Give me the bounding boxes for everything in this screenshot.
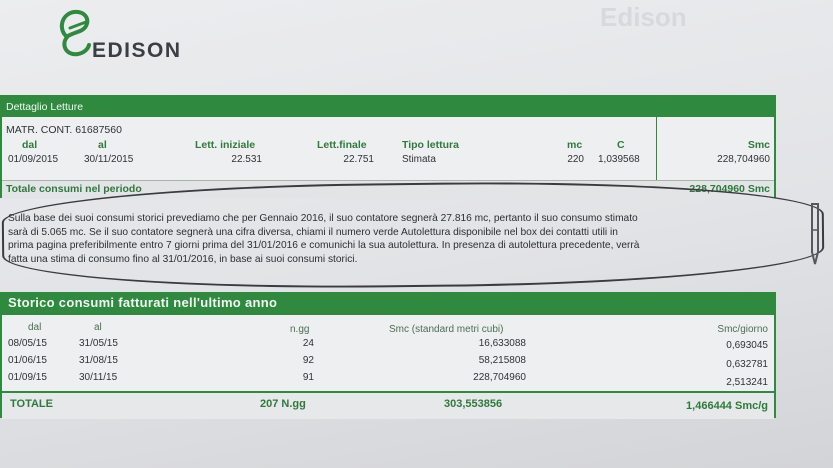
header-dal: dal bbox=[28, 322, 42, 333]
cell-dal: 01/06/15 bbox=[8, 355, 47, 366]
cell-smc: 16,633088 bbox=[478, 338, 526, 349]
edison-e-mark-icon bbox=[56, 8, 96, 60]
totale-ngg: 207 N.gg bbox=[260, 398, 306, 410]
totale-consumi-value: 228,704960 Smc bbox=[689, 183, 770, 195]
header-tipo-lettura: Tipo lettura bbox=[402, 139, 459, 151]
header-smc-giorno: Smc/giorno bbox=[717, 324, 768, 335]
storico-consumi-title: Storico consumi fatturati nell'ultimo anno bbox=[2, 292, 774, 315]
header-lett-iniziale: Lett. iniziale bbox=[195, 139, 256, 151]
cell-smc: 58,215808 bbox=[478, 355, 526, 366]
pen-marker-icon bbox=[804, 200, 824, 270]
cell-ngg: 24 bbox=[302, 338, 314, 349]
header-ngg: n.gg bbox=[290, 324, 310, 335]
header-smc: Smc (standard metri cubi) bbox=[389, 324, 504, 335]
cell-smc: 228,704960 bbox=[473, 372, 526, 383]
cell-smc-giorno: 0,693045 bbox=[726, 340, 768, 351]
background-ghost-text: Edison bbox=[600, 2, 687, 32]
row-c: 1,039568 bbox=[598, 154, 640, 165]
row-lett-finale: 22.751 bbox=[343, 154, 374, 165]
cell-dal: 01/09/15 bbox=[8, 372, 47, 383]
header-c: C bbox=[617, 139, 625, 151]
note-line: Sulla base dei suoi consumi storici prevediamo che per Gennaio 2016, il suo contatore segnerà 27.816 mc, pertanto il suo consumo stimato bbox=[8, 213, 638, 224]
cell-ngg: 91 bbox=[302, 372, 314, 383]
matricola-contatore: MATR. CONT. 61687560 bbox=[6, 124, 122, 136]
row-lett-iniziale: 22.531 bbox=[231, 154, 262, 165]
header-mc: mc bbox=[567, 139, 583, 151]
hand-drawn-circle bbox=[1, 179, 824, 292]
brand-name: EDISON bbox=[92, 39, 182, 62]
totale-row bbox=[2, 391, 774, 419]
header-lett-finale: Lett.finale bbox=[317, 139, 367, 151]
storico-consumi-panel bbox=[0, 292, 776, 418]
row-al: 30/11/2015 bbox=[84, 154, 134, 165]
dettaglio-letture-title: Dettaglio Letture bbox=[2, 95, 774, 117]
header-dal: dal bbox=[22, 139, 38, 151]
cell-al: 31/05/15 bbox=[79, 338, 118, 349]
row-tipo-lettura: Stimata bbox=[402, 154, 436, 165]
totale-consumi-label: Totale consumi nel periodo bbox=[6, 183, 142, 195]
note-line: prima pagina preferibilmente entro 7 giorni prima del 31/01/2016 e comunichi la sua autolettura. In presenza di autolettura precedente, verrà bbox=[8, 240, 640, 251]
header-al: al bbox=[98, 139, 107, 151]
note-line: sarà di 5.065 mc. Se il suo contatore segnerà una cifra diversa, chiami il numero verde Autolettura disponibile nel box dei contatti utili in bbox=[8, 226, 618, 238]
row-smc: 228,704960 bbox=[717, 154, 770, 165]
note-line: fatta una stima di consumo fino al 31/01/2016, in base ai suoi consumi storici. bbox=[8, 253, 358, 265]
edison-logo bbox=[56, 8, 206, 64]
row-mc: 220 bbox=[567, 154, 584, 165]
cell-smc-giorno: 2,513241 bbox=[726, 377, 768, 388]
totale-smc: 303,553856 bbox=[444, 398, 503, 410]
header-al: al bbox=[94, 322, 102, 333]
cell-al: 31/08/15 bbox=[79, 355, 118, 366]
totale-label: TOTALE bbox=[10, 398, 53, 410]
cell-al: 30/11/15 bbox=[79, 372, 118, 383]
cell-ngg: 92 bbox=[302, 355, 314, 366]
cell-dal: 08/05/15 bbox=[8, 338, 47, 349]
row-dal: 01/09/2015 bbox=[8, 154, 59, 165]
totale-smc-giorno: 1,466444 Smc/g bbox=[686, 400, 768, 412]
cell-smc-giorno: 0,632781 bbox=[726, 359, 768, 370]
header-smc: Smc bbox=[747, 139, 770, 151]
